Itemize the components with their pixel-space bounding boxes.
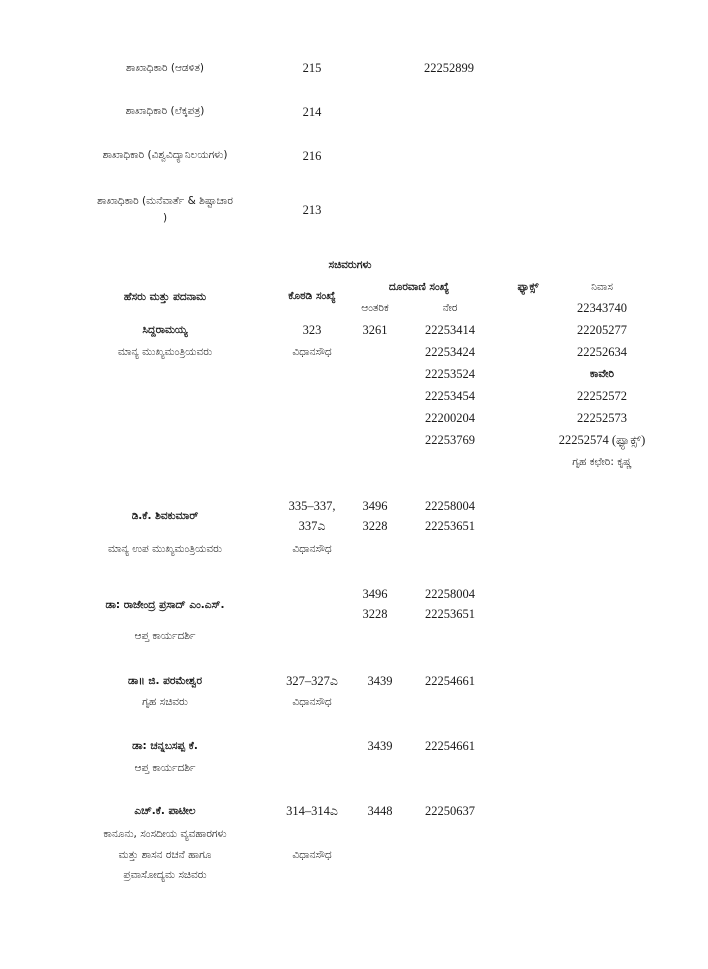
officer-phone: 22252899 (424, 61, 474, 75)
officer-designation-cont: ) (162, 212, 168, 224)
minister-residence: 22205277 (577, 323, 627, 337)
minister-internal: 3496 (362, 499, 388, 513)
minister-title: ಆಪ್ತ ಕಾರ್ಯದರ್ಶಿ (134, 630, 196, 642)
minister-residence: 22252634 (577, 345, 627, 359)
minister-direct: 22254661 (425, 739, 475, 753)
minister-direct: 22250637 (425, 804, 475, 818)
minister-internal: 3228 (362, 607, 388, 621)
minister-building: ವಿಧಾನಸೌಧ (292, 696, 332, 708)
header-direct: ನೇರ (442, 302, 458, 314)
minister-room: 327–327ಎ (286, 674, 338, 688)
minister-direct: 22253651 (425, 607, 475, 621)
officer-room: 215 (302, 61, 322, 75)
minister-title: ಕಾನೂನು, ಸಂಸದೀಯ ವ್ಯವಹಾರಗಳು (103, 828, 227, 840)
minister-internal: 3439 (367, 739, 393, 753)
minister-direct: 22200204 (425, 411, 475, 425)
minister-home-office: ಗೃಹ ಕಛೇರಿ: ಕೃಷ್ಣ (572, 456, 632, 468)
officer-room: 214 (302, 105, 322, 119)
minister-direct: 22253414 (425, 323, 475, 337)
officer-designation: ಶಾಖಾಧಿಕಾರಿ (ವಿಶ್ವವಿದ್ಯಾನಿಲಯಗಳು) (102, 149, 228, 161)
section-title: ಸಚಿವರುಗಳು (328, 259, 372, 271)
officer-room: 213 (302, 203, 322, 217)
minister-name: ಡಾ: ಚನ್ನಬಸಪ್ಪ ಕೆ. (132, 740, 198, 752)
header-internal: ಆಂತರಿಕ (361, 302, 389, 314)
minister-name: ಡಾ॥ ಜಿ. ಪರಮೇಶ್ವರ (127, 675, 203, 687)
minister-internal: 3448 (367, 804, 393, 818)
header-name: ಹೆಸರು ಮತ್ತು ಪದನಾಮ (123, 291, 207, 303)
officer-designation: ಶಾಖಾಧಿಕಾರಿ (ಲೆಕ್ಕಪತ್ರ) (125, 105, 205, 117)
minister-building: ವಿಧಾನಸೌಧ (292, 849, 332, 861)
minister-name: ಎಚ್.ಕೆ. ಪಾಟೀಲ (134, 805, 196, 817)
minister-title-cont: ಪ್ರವಾಸೋದ್ಯಮ ಸಚಿವರು (123, 869, 207, 881)
minister-residence: 22252572 (577, 389, 627, 403)
minister-direct: 22253424 (425, 345, 475, 359)
minister-internal: 3496 (362, 587, 388, 601)
minister-room: 335–337, (288, 499, 336, 513)
minister-direct: 22258004 (425, 499, 475, 513)
header-room: ಕೊಠಡಿ ಸಂಖ್ಯೆ (288, 290, 336, 302)
minister-residence: 22252573 (577, 411, 627, 425)
minister-direct: 22253769 (425, 433, 475, 447)
minister-direct: 22253454 (425, 389, 475, 403)
minister-title: ಆಪ್ತ ಕಾರ್ಯದರ್ಶಿ (134, 762, 196, 774)
minister-direct: 22253524 (425, 367, 475, 381)
minister-internal: 3261 (362, 323, 388, 337)
minister-room: 314–314ಎ (286, 804, 338, 818)
minister-title: ಗೃಹ ಸಚಿವರು (142, 696, 188, 708)
minister-name: ಡಿ.ಕೆ. ಶಿವಕುಮಾರ್ (131, 510, 199, 522)
header-fax: ಫ್ಯಾಕ್ಸ್ (517, 281, 539, 293)
minister-room: 323 (302, 323, 322, 337)
officer-room: 216 (302, 149, 322, 163)
minister-direct: 22254661 (425, 674, 475, 688)
minister-title-cont: ಮತ್ತು ಶಾಸನ ರಚನೆ ಹಾಗೂ (118, 849, 212, 861)
minister-name: ಡಾ: ರಾಜೇಂದ್ರ ಪ್ರಸಾದ್ ಎಂ.ಎಸ್. (105, 599, 225, 611)
minister-title: ಮಾನ್ಯ ಉಪ ಮುಖ್ಯಮಂತ್ರಿಯವರು (107, 543, 223, 555)
header-residence: ನಿವಾಸ (591, 281, 613, 293)
header-phone: ದೂರವಾಣಿ ಸಂಖ್ಯೆ (388, 281, 450, 293)
minister-residence-fax: 22252574 (ಫ್ಯಾಕ್ಸ್) (558, 433, 646, 447)
minister-direct: 22258004 (425, 587, 475, 601)
minister-residence: 22343740 (577, 301, 627, 315)
minister-direct: 22253651 (425, 519, 475, 533)
minister-room-cont: 337ಎ (298, 519, 326, 533)
minister-internal: 3228 (362, 519, 388, 533)
officer-designation: ಶಾಖಾಧಿಕಾರಿ (ಆಡಳಿತ) (125, 62, 205, 74)
minister-building: ವಿಧಾನಸೌಧ (292, 346, 332, 358)
officer-designation: ಶಾಖಾಧಿಕಾರಿ (ಮನೆವಾರ್ತೆ & ಶಿಷ್ಟಾಚಾರ (97, 195, 233, 207)
minister-internal: 3439 (367, 674, 393, 688)
minister-building: ವಿಧಾನಸೌಧ (292, 543, 332, 555)
minister-residence-label: ಕಾವೇರಿ (589, 368, 615, 380)
minister-title: ಮಾನ್ಯ ಮುಖ್ಯಮಂತ್ರಿಯವರು (117, 346, 213, 358)
minister-name: ಸಿದ್ದರಾಮಯ್ಯ (142, 324, 188, 336)
